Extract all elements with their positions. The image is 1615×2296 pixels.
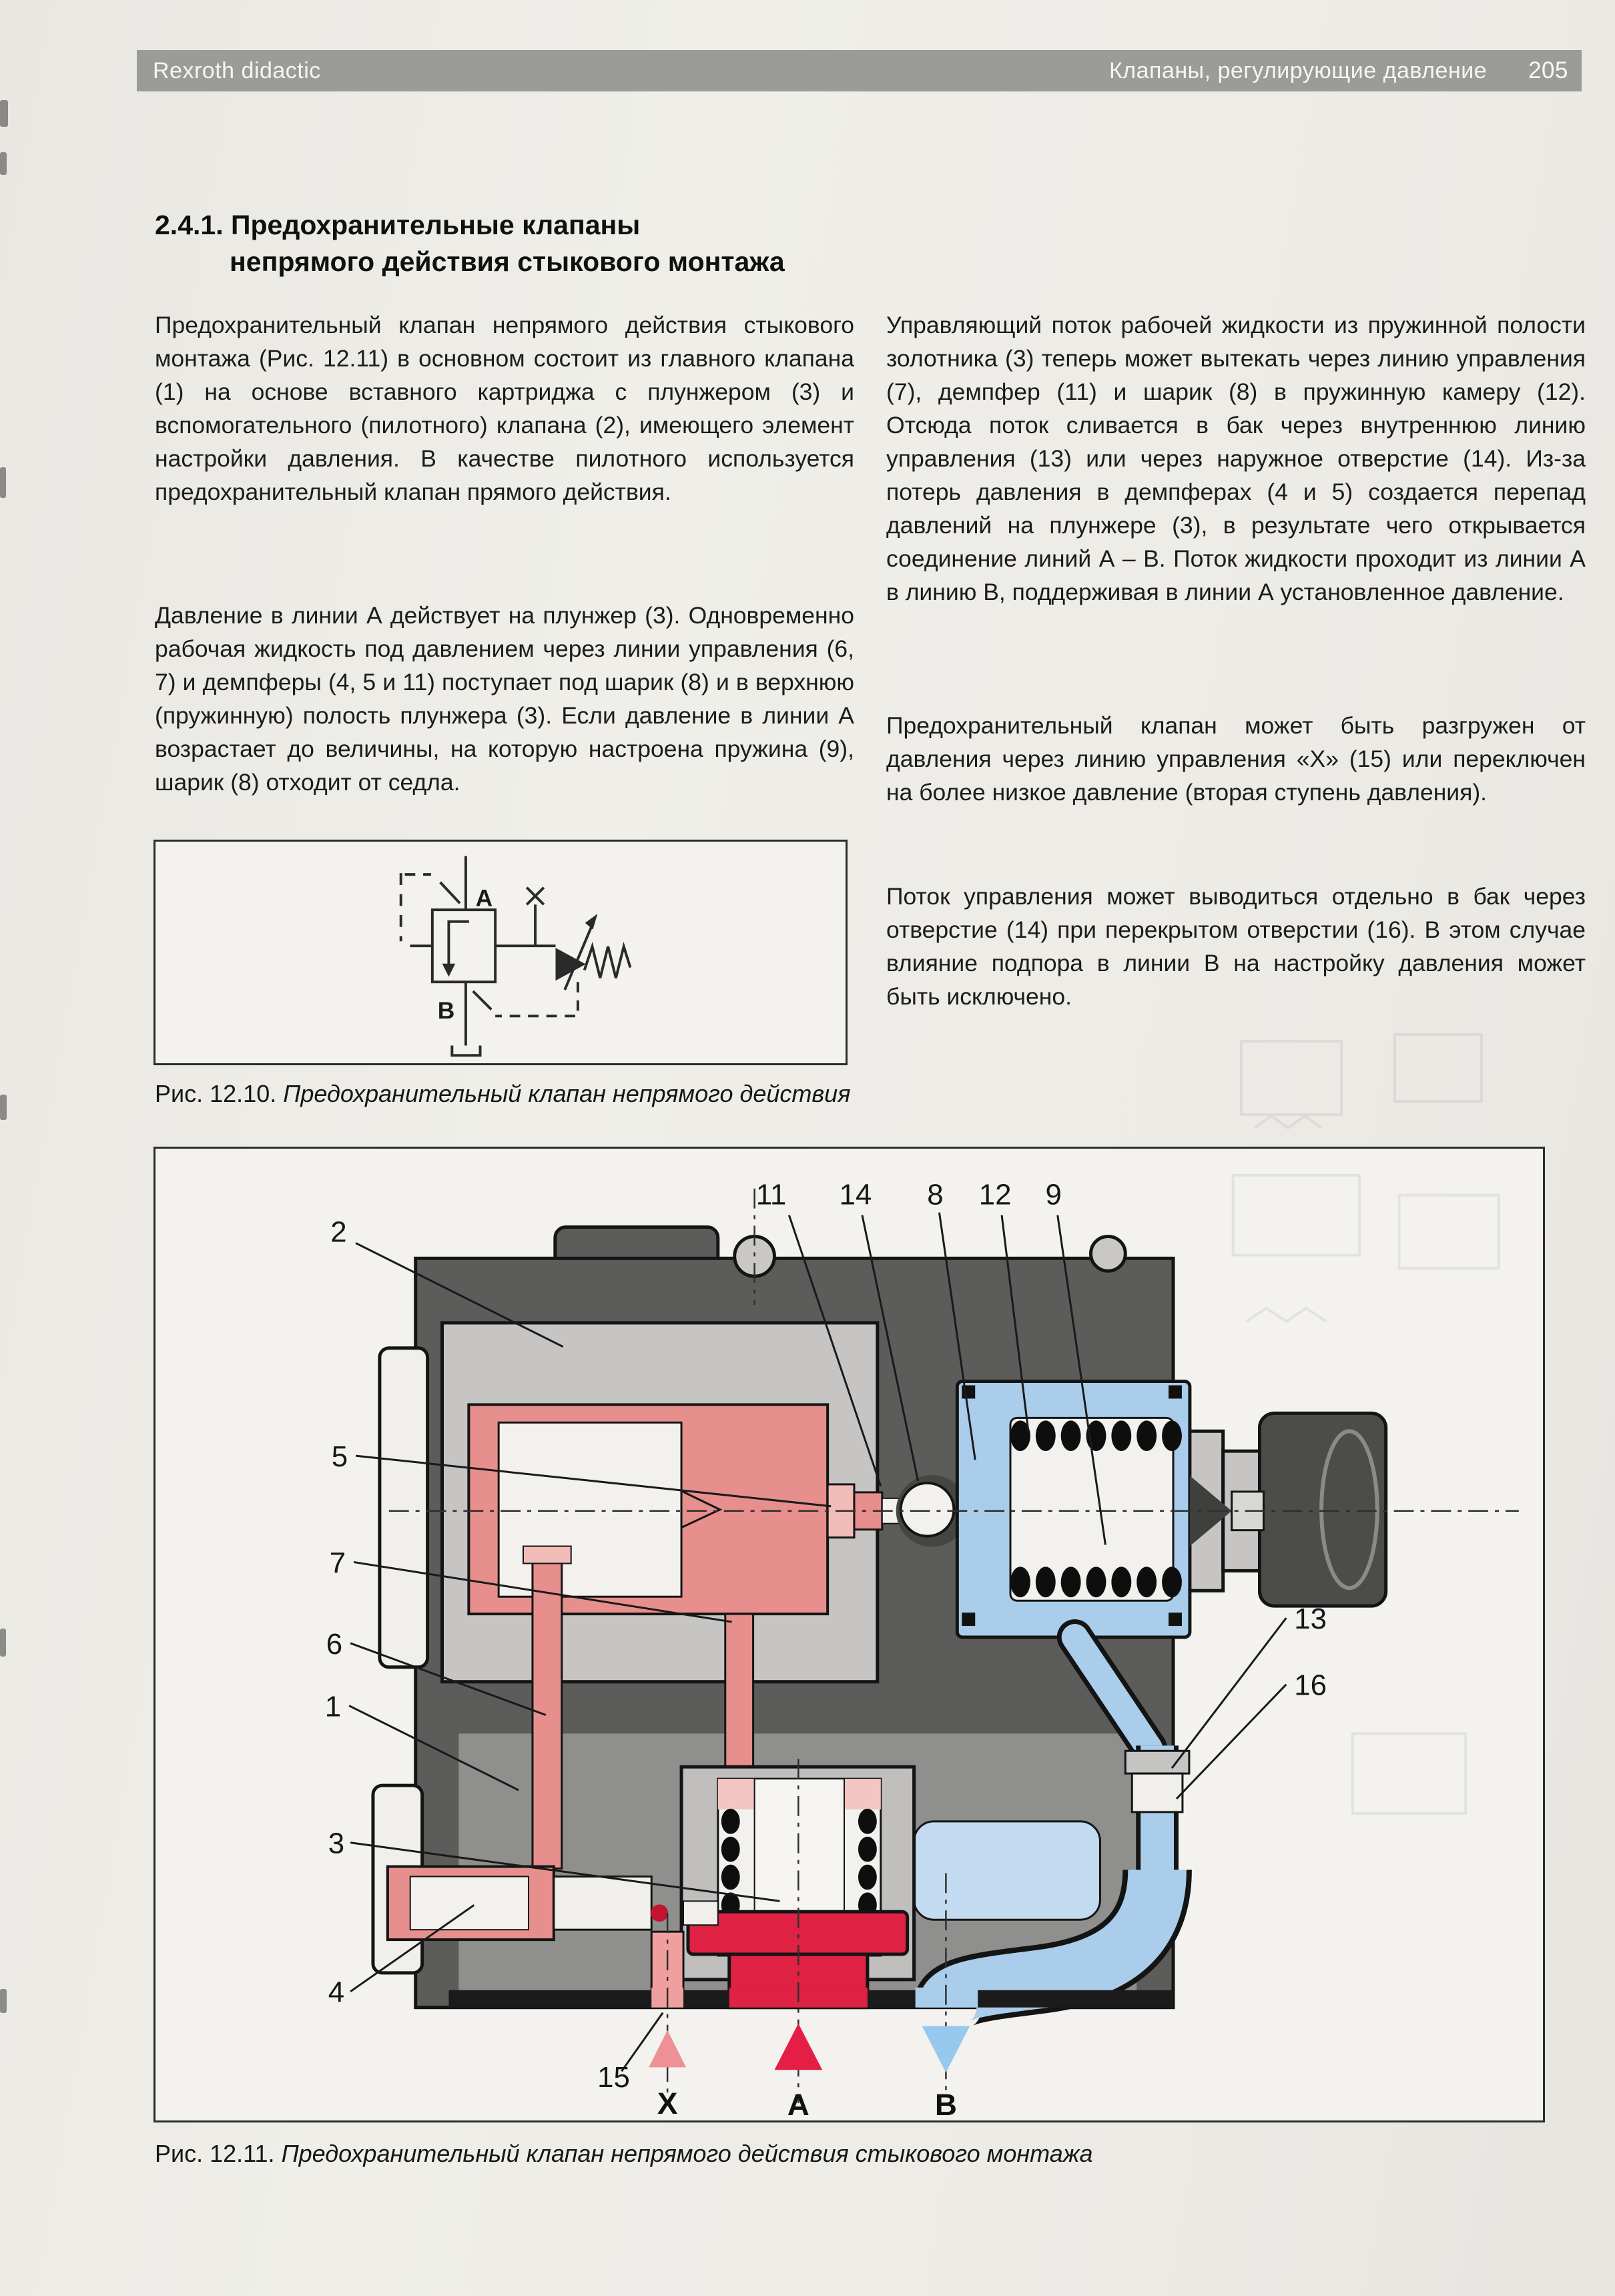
closed-port-x-icon <box>527 888 544 905</box>
section-title-line2: непрямого действия стыкового монтажа <box>230 246 785 277</box>
caption-text: Предохранительный клапан непрямого действия <box>283 1080 851 1107</box>
adjust-arrowhead-icon <box>585 914 598 930</box>
header-page-number: 205 <box>1528 57 1568 83</box>
screw-icon <box>1091 1236 1126 1271</box>
check-seat <box>683 1901 718 1925</box>
pilot-diagonal-line <box>440 882 460 903</box>
plunger-window <box>499 1422 681 1597</box>
spring-zigzag-icon <box>585 946 631 978</box>
callout-11: 11 <box>755 1178 787 1211</box>
flow-arrowhead-icon <box>442 964 456 977</box>
binding-mark <box>0 1989 7 2013</box>
b-chamber-pocket <box>914 1821 1100 1920</box>
x-vent-body <box>554 1877 651 1930</box>
b-port-label: B <box>934 2088 957 2120</box>
header-chapter: Клапаны, регулирующие давление <box>1109 57 1488 83</box>
caption-label: Рис. 12.10. <box>155 1080 277 1107</box>
x-port-triangle-icon <box>649 2030 686 2068</box>
callout-4: 4 <box>328 1976 345 2009</box>
drain-nut <box>1125 1751 1189 1773</box>
right-paragraph-2: Предохранительный клапан может быть разгружен от давления через линию управления «Х» (15) или переключен на более низкое давление (вторая ступень давления). <box>886 712 1586 806</box>
pilot-ball <box>901 1483 954 1536</box>
binding-mark <box>0 100 8 127</box>
check-ball <box>651 1904 668 1922</box>
x-port-label: X <box>657 2086 678 2120</box>
control-line-6 <box>533 1559 562 1868</box>
binding-mark <box>0 152 7 175</box>
binding-mark <box>0 1629 6 1657</box>
left-paragraph-2: Давление в линии А действует на плунжер (3). Одновременно рабочая жидкость под давлением через линии управления (6, 7) и демпферы (4, 5 и 11) поступает под шарик (8) и в верхнюю (пружинную) полость плунжера (3). Если давление в линии А возрастает до величины, на которую настроена пружина (9), шарик (8) отходит от седла. <box>155 602 854 796</box>
callout-12: 12 <box>978 1178 1012 1211</box>
figure-12-10-symbol <box>155 842 846 1063</box>
tank-symbol <box>452 1045 480 1055</box>
callout-2: 2 <box>330 1215 347 1249</box>
control-line-6-cap <box>523 1546 571 1564</box>
callout-8: 8 <box>927 1178 944 1211</box>
x-vent-plug-band <box>410 1877 529 1930</box>
callout-9: 9 <box>1045 1178 1062 1211</box>
callout-3: 3 <box>328 1827 345 1860</box>
caption-text: Предохранительный клапан непрямого действия стыкового монтажа <box>281 2140 1093 2167</box>
figure-12-10-caption <box>155 1077 852 1111</box>
control-line-7 <box>725 1614 753 1768</box>
binding-mark <box>0 467 6 498</box>
a-port-label: A <box>787 2088 810 2120</box>
callout-13: 13 <box>1294 1603 1327 1636</box>
drain-plug <box>1132 1773 1183 1812</box>
flow-path-line <box>448 922 468 966</box>
section-number: 2.4.1. <box>155 210 224 240</box>
right-paragraph-3: Поток управления может выводиться отдельно в бак через отверстие (14) при перекрытом отверстии (16). В этом случае влияние подпора в линии В на настройку давления может быть исключено. <box>886 883 1586 1010</box>
figure-12-11-frame <box>153 1147 1545 2122</box>
drain-diagonal-tick <box>473 991 492 1010</box>
figure-12-11-caption <box>155 2137 1556 2171</box>
callout-14: 14 <box>839 1178 872 1211</box>
callout-16: 16 <box>1294 1669 1327 1702</box>
section-heading <box>155 207 889 280</box>
right-paragraph-1: Управляющий поток рабочей жидкости из пружинной полости золотника (3) теперь может вытекать через линию управления (7), демпфер (11) и шарик (8) в пружинную камеру (12). Отсюда поток сливается в бак через внутреннюю линию управления (13) или через наружное отверстие (14). Из-за потерь давления в демпферах (4 и 5) создается перепад давлений на плунжере (3), в результате чего открывается соединение линий А – В. Поток жидкости проходит из линии А в линию В, поддерживая в линии А установленное давление. <box>886 312 1586 605</box>
figure-12-11-drawing <box>155 1149 1543 2120</box>
a-port-triangle-icon <box>774 2024 822 2070</box>
callout-6: 6 <box>326 1627 343 1661</box>
callout-7: 7 <box>329 1546 346 1580</box>
header-brand: Rexroth didactic <box>153 57 321 83</box>
mounting-plate-upper <box>380 1348 428 1667</box>
port-a-label: A <box>475 885 493 912</box>
callout-15: 15 <box>597 2061 630 2094</box>
section-title-line1: Предохранительные клапаны <box>231 210 641 240</box>
callout-1: 1 <box>324 1690 342 1723</box>
caption-label: Рис. 12.11. <box>155 2140 275 2167</box>
callout-5: 5 <box>331 1440 348 1474</box>
page-header <box>137 50 1582 91</box>
bleed-through-symbols <box>1228 1028 1562 1141</box>
b-port-triangle-icon <box>922 2026 970 2073</box>
binding-mark <box>0 1095 7 1120</box>
port-b-label: B <box>437 998 455 1025</box>
figure-12-10-frame <box>153 840 848 1065</box>
left-paragraph-1: Предохранительный клапан непрямого действия стыкового монтажа (Рис. 12.11) в основном состоит из главного клапана (1) на основе вставного картриджа с плунжером (3) и вспомогательного (пилотного) клапана (2), имеющего элемент настройки давления. В качестве пилотного используется предохранительный клапан прямого действия. <box>155 312 854 505</box>
